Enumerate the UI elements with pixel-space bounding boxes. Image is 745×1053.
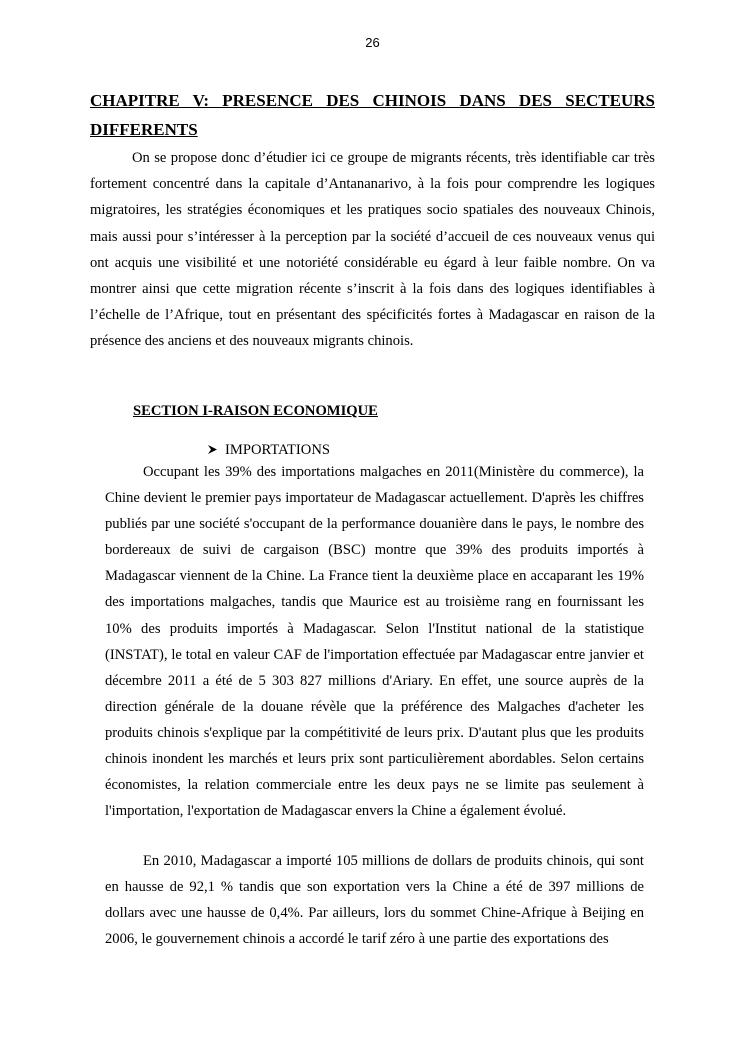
importations-paragraph-1: Occupant les 39% des importations malgaches en 2011(Ministère du commerce), la Chine devient le premier pays importateur de Madagascar actuellement. D'après les chiffres publiés par une société s'occupant de la performance douanière dans le pays, le nombre des bordereaux de suivi de cargaison (BSC) montre que 39% des produits importés à Madagascar viennent de la Chine. La France tient la deuxième place en accaparant les 19% des importations malgaches, tandis que Maurice est au troisième rang en fournissant les 10% des produits importés à Madagascar. Selon l'Institut national de la statistique (INSTAT), le total en valeur CAF de l'importation effectuée par Madagascar entre janvier et décembre 2011 a été de 5 303 827 millions d'Ariary. En effet, une source auprès de la direction générale de la douane révèle que la préférence des Malgaches d'acheter les produits chinois s'explique par la compétitivité de leurs prix. D'autant plus que les produits chinois inondent les marchés et leurs prix sont particulièrement abordables. Selon certains économistes, la relation commerciale entre les deux pays ne se limite pas seulement à l'importation, l'exportation de Madagascar envers la Chine a également évolué. — [105, 464, 644, 820]
arrowhead-bullet-icon — [207, 442, 225, 459]
chapter-title-line2: DIFFERENTS — [90, 120, 198, 139]
page-number: 26 — [365, 35, 380, 50]
chapter-title-line1: CHAPITRE V: PRESENCE DES CHINOIS DANS DES SECTEURS — [90, 91, 655, 110]
section-heading: SECTION I-RAISON ECONOMIQUE — [133, 403, 378, 419]
chapter-title — [90, 86, 655, 144]
bullet-item-importations — [207, 442, 330, 459]
bullet-label: IMPORTATIONS — [225, 442, 330, 458]
intro-paragraph: On se propose donc d’étudier ici ce groupe de migrants récents, très identifiable car très fortement concentré dans la capitale d’Antananarivo, à la fois pour comprendre les logiques migratoires, les stratégies économiques et les pratiques socio spatiales des nouveaux Chinois, mais aussi pour s’intéresser à la perception par la société d’accueil de ces nouveaux venus qui ont acquis une visibilité et une notoriété considérable eu égard à leur faible nombre. On va montrer ainsi que cette migration récente s’inscrit à la fois dans des logiques identifiables à l’échelle de l’Afrique, tout en présentant des spécificités fortes à Madagascar en raison de la présence des anciens et des nouveaux migrants chinois. — [90, 150, 655, 350]
importations-paragraph-2: En 2010, Madagascar a importé 105 millions de dollars de produits chinois, qui sont en hausse de 92,1 % tandis que son exportation vers la Chine a été de 397 millions de dollars avec une hausse de 0,4%. Par ailleurs, lors du sommet Chine-Afrique à Beijing en 2006, le gouvernement chinois a accordé le tarif zéro à une partie des exportations des — [105, 853, 644, 948]
